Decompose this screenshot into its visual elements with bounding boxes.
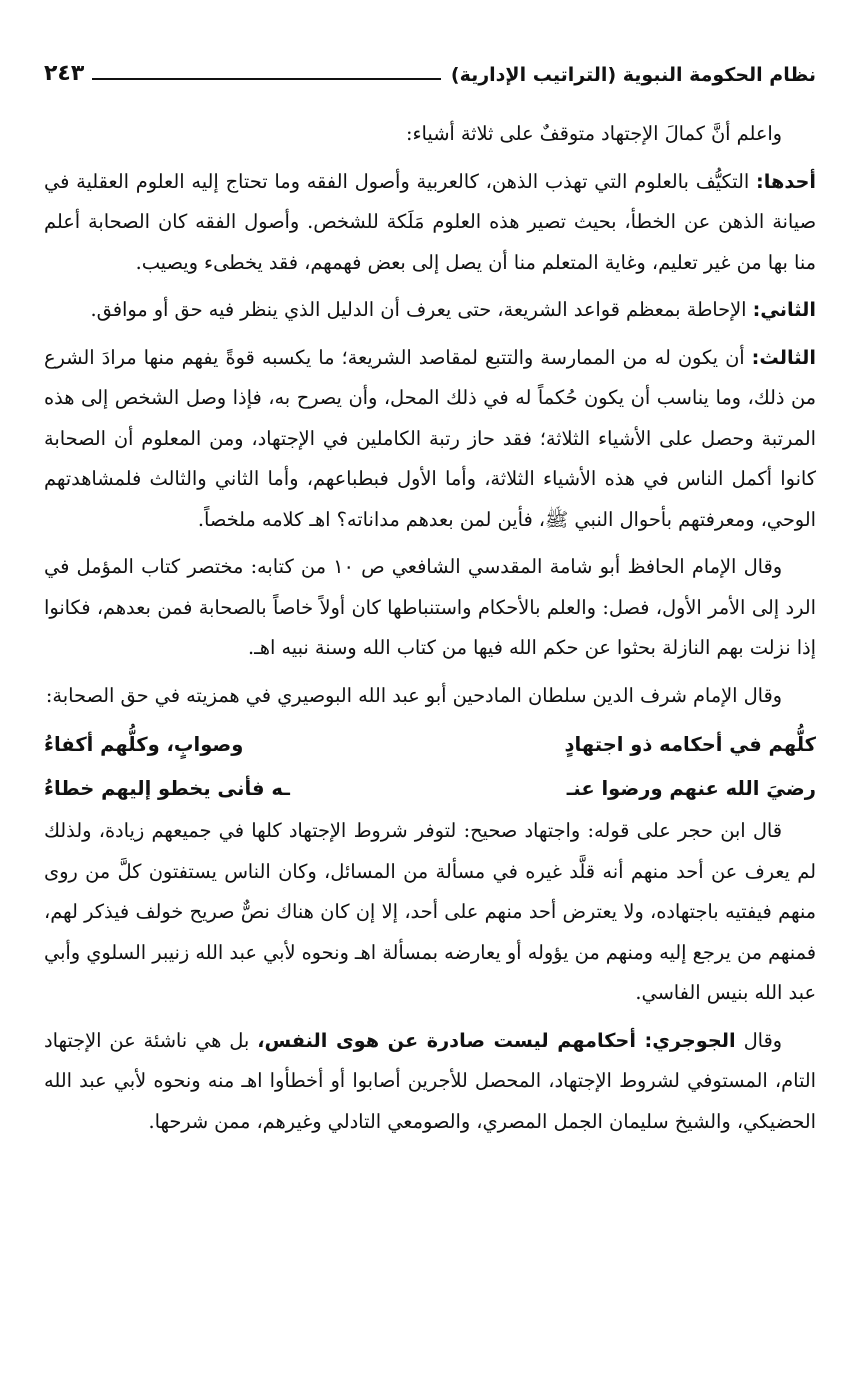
poem-hemistich: ـه فأنى يخطو إليهم خطاءُ (44, 777, 290, 800)
paragraph-busiri (44, 676, 816, 717)
poem-verse (44, 723, 816, 767)
paragraph-text: واعلم أنَّ كمالَ الإجتهاد متوقفٌ على ثلاثة أشياء: (405, 122, 782, 145)
poem (44, 723, 816, 811)
running-header (44, 48, 816, 86)
paragraph-lead: الثاني: (752, 298, 816, 321)
header-rule (92, 78, 441, 80)
poem-hemistich: رضيَ الله عنهم ورضوا عنـ (566, 777, 816, 800)
paragraph-text: الإحاطة بمعظم قواعد الشريعة، حتى يعرف أن الدليل الذي ينظر فيه حق أو موافق. (90, 298, 753, 321)
paragraph-ibn-hajar (44, 811, 816, 1014)
paragraph-lead: الجوجري: (644, 1028, 736, 1052)
paragraph-abu-shama (44, 547, 816, 669)
paragraph-intro (44, 114, 816, 155)
paragraph-quote: أحكامهم ليست صادرة عن هوى النفس، (257, 1028, 645, 1052)
paragraph-text: أن يكون له من الممارسة والتتبع لمقاصد الشريعة؛ ما يكسبه قوةً يفهم منها مرادَ الشرع من ذلك، وما يناسب أن يكون حُكماً له في ذلك المحل، وأن يصرح به، فإذا وصل الشخص إلى هذه المرتبة وحصل على الأشياء الثلاثة؛ فقد حاز رتبة الكاملين في الإجتهاد، ومن المعلوم أن الصحابة كانوا أكمل الناس في هذه الأشياء الثلاثة، وأما الأول فبطباعهم، وأما الثاني والثالث فلمشاهدتهم الوحي، ومعرفتهم بأحوال النبي ﷺ، فأين لمن بعدهم مداناته؟ اهـ كلامه ملخصاً. (44, 345, 816, 531)
running-title: نظام الحكومة النبوية (التراتيب الإدارية) (450, 64, 816, 86)
paragraph-text: قال ابن حجر على قوله: واجتهاد صحيح: لتوفر شروط الإجتهاد كلها في جميعهم زيادة، ولذلك لم يعرف عن أحد منهم أنه قلَّد غيره في مسألة من المسائل، وكان الناس يستفتون كلَّ من روى منهم فيفتيه باجتهاده، ولا يعترض أحد منهم على أحد، إلا إن كان هناك نصٌّ صريح خولف فيذكر لهم، فمنهم من يرجع إليه ومنهم من يؤوله أو يعارضه بمسألة اهـ ونحوه لأبي عبد الله زنيبر السلوي وأبي عبد الله بنيس الفاسي. (44, 819, 816, 1004)
paragraph-jawjari (44, 1021, 816, 1143)
poem-hemistich: كلُّهم في أحكامه ذو اجتهادٍ (564, 733, 816, 756)
paragraph-text: وقال الإمام الحافظ أبو شامة المقدسي الشافعي ص ١٠ من كتابه: مختصر كتاب المؤمل في الرد إلى الأمر الأول، فصل: والعلم بالأحكام واستنباطها كان أولاً خاصاً بالصحابة فمن بعدهم، فكانوا إذا نزلت بهم النازلة بحثوا عن حكم الله فيها من كتاب الله وسنة نبيه اهـ. (44, 555, 816, 659)
paragraph-third-condition (44, 338, 816, 541)
paragraph-text: وقال الإمام شرف الدين سلطان المادحين أبو عبد الله البوصيري في همزيته في حق الصحابة: (45, 683, 782, 707)
paragraph-text: بل هي ناشئة عن الإجتهاد التام، المستوفي لشروط الإجتهاد، المحصل للأجرين أصابوا أو أخطأوا اهـ منه ونحوه لأبي عبد الله الحضيكي، والشيخ سليمان الجمل المصري، والصومعي التادلي وغيرهم، ممن شرحها. (44, 1028, 816, 1133)
page-body (44, 114, 816, 1142)
page-number: ٢٤٣ (44, 61, 85, 86)
paragraph-second-condition (44, 290, 816, 331)
poem-hemistich: وصوابٍ، وكلُّهم أكفاءُ (44, 733, 244, 756)
paragraph-text: التكيُّف بالعلوم التي تهذب الذهن، كالعربية وأصول الفقه وما تحتاج إليه العلوم العقلية في صيانة الذهن عن الخطأ، بحيث تصير هذه العلوم مَلَكة للشخص. وأصول الفقه كان الصحابة أعلم منا بها من غير تعليم، وغاية المتعلم منا أن يصل إلى بعض فهمهم، فقد يخطىء ويصيب. (44, 169, 816, 274)
paragraph-first-condition (44, 162, 816, 284)
paragraph-lead: الثالث: (751, 345, 816, 369)
poem-verse (44, 767, 816, 811)
paragraph-text: وقال (735, 1028, 782, 1052)
paragraph-lead: أحدها: (756, 169, 816, 193)
